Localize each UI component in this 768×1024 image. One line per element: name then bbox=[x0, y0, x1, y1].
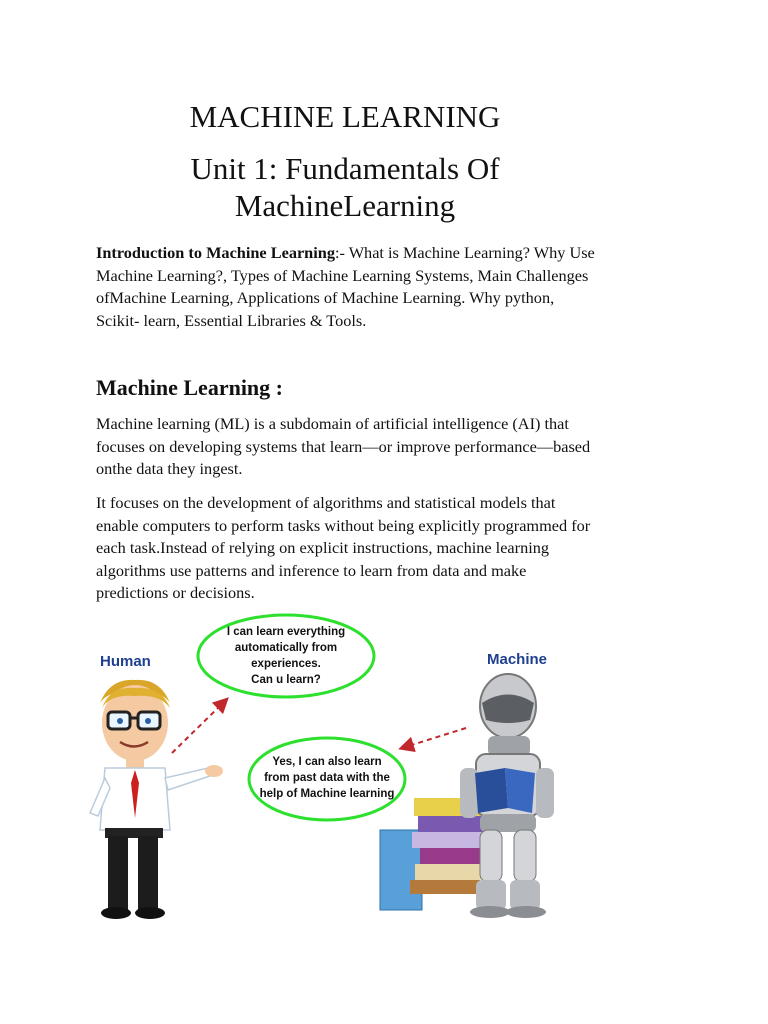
machine-speech-bubble bbox=[249, 738, 405, 820]
human-figure bbox=[90, 680, 223, 919]
intro-paragraph bbox=[96, 242, 596, 332]
ml-definition-paragraph: Machine learning (ML) is a subdomain of artificial intelligence (AI) that focuses on developing systems that learn—or improve performance—based onthe data they ingest. bbox=[96, 414, 591, 478]
svg-text:Can u learn?: Can u learn? bbox=[251, 674, 321, 686]
human-arrow bbox=[172, 700, 226, 753]
section-heading: Machine Learning : bbox=[96, 375, 283, 400]
ml-description-paragraph: It focuses on the development of algorithms and statistical models that enable computers to perform tasks without being explicitly programmed for each task.Instead of relying on explicit instructions, machine learning algorithms use patterns and inference to learn from data and make predictions or decisions. bbox=[96, 493, 591, 602]
intro-text: :- What is Machine Learning? Why Use Machine Learning?, Types of Machine Learning Systems, Main Challenges ofMachine Learning, Applications of Machine Learning. Why python, Scikit- learn, Essential Libraries & Tools. bbox=[96, 243, 595, 330]
human-speech-bubble bbox=[198, 615, 374, 697]
svg-text:help of Machine learning: help of Machine learning bbox=[259, 788, 395, 800]
svg-text:I can learn everything: I can learn everything bbox=[226, 626, 346, 638]
unit-title-line1: Unit 1: Fundamentals Of bbox=[190, 151, 500, 186]
svg-text:Yes, I can also learn: Yes, I can also learn bbox=[272, 756, 382, 768]
human-machine-illustration bbox=[80, 608, 600, 928]
svg-text:automatically from: automatically from bbox=[234, 642, 338, 654]
unit-title-line2: MachineLearning bbox=[234, 188, 456, 224]
machine-label: Machine bbox=[487, 651, 548, 668]
unit-title bbox=[0, 150, 690, 224]
human-label: Human bbox=[100, 653, 151, 670]
svg-text:experiences.: experiences. bbox=[251, 658, 321, 670]
intro-heading: Introduction to Machine Learning bbox=[96, 243, 335, 262]
machine-arrow bbox=[402, 728, 466, 748]
document-title: MACHINE LEARNING bbox=[189, 99, 501, 134]
svg-text:from past data with the: from past data with the bbox=[264, 772, 390, 784]
